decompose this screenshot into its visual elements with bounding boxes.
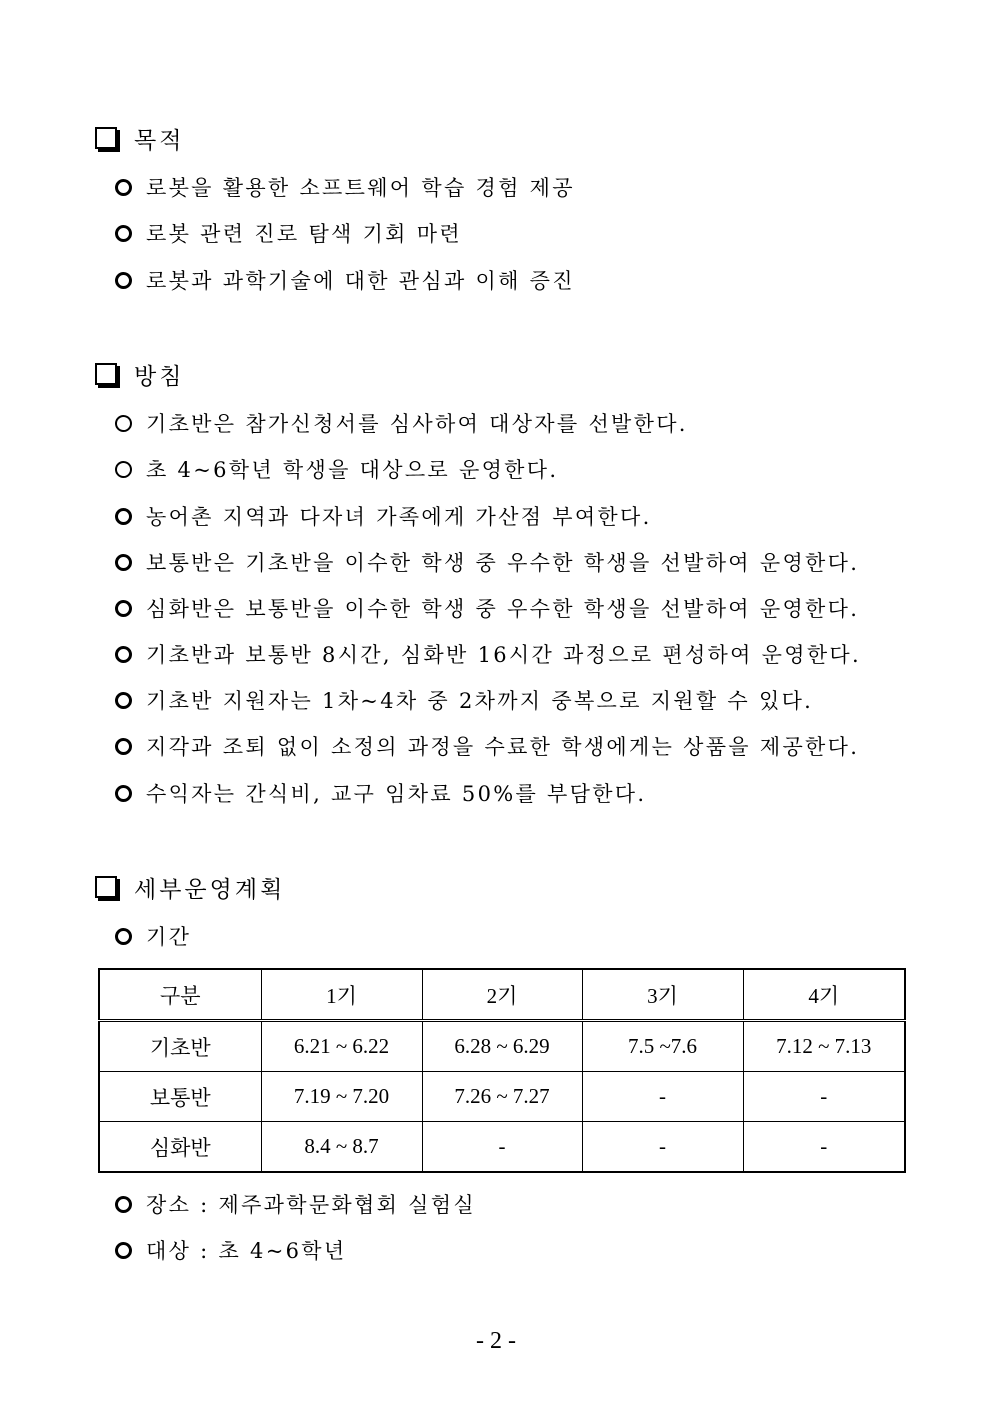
list-item — [115, 501, 652, 531]
list-item — [115, 731, 859, 761]
section-title: 방침 — [134, 363, 185, 390]
circle-bullet-icon — [115, 738, 132, 755]
checkbox-square-icon — [95, 876, 117, 898]
circle-bullet-icon — [115, 415, 132, 432]
circle-bullet-icon — [115, 225, 132, 242]
list-item — [115, 593, 859, 623]
list-item-text: 대상 : 초 4~6학년 — [146, 1239, 347, 1263]
table-cell: 기초반 — [99, 1021, 261, 1072]
circle-bullet-icon — [115, 554, 132, 571]
table-cell: 6.21 ~ 6.22 — [261, 1021, 422, 1072]
list-item-text: 지각과 조퇴 없이 소정의 과정을 수료한 학생에게는 상품을 제공한다. — [146, 735, 860, 759]
table-cell: - — [422, 1122, 582, 1173]
list-item — [115, 218, 462, 248]
circle-bullet-icon — [115, 692, 132, 709]
table-cell: - — [582, 1122, 743, 1173]
table-cell: 7.19 ~ 7.20 — [261, 1072, 422, 1122]
list-item-text: 초 4~6학년 학생을 대상으로 운영한다. — [146, 458, 559, 482]
list-item-text: 로봇 관련 진로 탐색 기회 마련 — [146, 222, 462, 246]
list-item — [115, 685, 813, 715]
list-item-text: 로봇을 활용한 소프트웨어 학습 경험 제공 — [146, 176, 575, 200]
circle-bullet-icon — [115, 508, 132, 525]
list-item — [115, 172, 575, 202]
checkbox-square-icon — [95, 363, 117, 385]
table-cell: - — [743, 1072, 905, 1122]
section-title: 세부운영계획 — [134, 876, 286, 903]
section-header-policy — [95, 358, 184, 390]
table-cell: 보통반 — [99, 1072, 261, 1122]
list-item-text: 농어촌 지역과 다자녀 가족에게 가산점 부여한다. — [146, 505, 652, 529]
circle-bullet-icon — [115, 600, 132, 617]
circle-bullet-icon — [115, 1242, 132, 1259]
circle-bullet-icon — [115, 461, 132, 478]
list-item-text: 보통반은 기초반을 이수한 학생 중 우수한 학생을 선발하여 운영한다. — [146, 551, 860, 575]
list-item-text: 기간 — [146, 925, 192, 949]
list-item-text: 로봇과 과학기술에 대한 관심과 이해 증진 — [146, 269, 575, 293]
table-header-cell: 3기 — [582, 969, 743, 1021]
table-header-cell: 1기 — [261, 969, 422, 1021]
list-item — [115, 547, 859, 577]
list-item-text: 심화반은 보통반을 이수한 학생 중 우수한 학생을 선발하여 운영한다. — [146, 597, 860, 621]
list-item-place — [115, 1189, 476, 1219]
list-item-period — [115, 921, 191, 951]
table-cell: 7.26 ~ 7.27 — [422, 1072, 582, 1122]
section-header-purpose — [95, 122, 184, 154]
table-cell: - — [582, 1072, 743, 1122]
circle-bullet-icon — [115, 646, 132, 663]
list-item-text: 장소 : 제주과학문화협회 실험실 — [146, 1193, 476, 1217]
circle-bullet-icon — [115, 785, 132, 802]
table-header-row — [99, 969, 905, 1021]
circle-bullet-icon — [115, 272, 132, 289]
list-item-text: 기초반 지원자는 1차~4차 중 2차까지 중복으로 지원할 수 있다. — [146, 689, 814, 713]
table-row — [99, 1021, 905, 1072]
table-row — [99, 1072, 905, 1122]
table-cell: 심화반 — [99, 1122, 261, 1173]
circle-bullet-icon — [115, 928, 132, 945]
table-cell: 7.5 ~7.6 — [582, 1021, 743, 1072]
list-item-target — [115, 1235, 346, 1265]
list-item — [115, 454, 558, 484]
list-item-text: 기초반과 보통반 8시간, 심화반 16시간 과정으로 편성하여 운영한다. — [146, 643, 861, 667]
table-header-cell: 4기 — [743, 969, 905, 1021]
checkbox-square-icon — [95, 127, 117, 149]
schedule-table — [98, 968, 906, 1173]
list-item — [115, 639, 861, 669]
section-header-plan — [95, 871, 285, 903]
circle-bullet-icon — [115, 1196, 132, 1213]
table-cell: - — [743, 1122, 905, 1173]
list-item — [115, 265, 575, 295]
table-header-cell: 2기 — [422, 969, 582, 1021]
list-item — [115, 408, 688, 438]
table-cell: 7.12 ~ 7.13 — [743, 1021, 905, 1072]
table-cell: 6.28 ~ 6.29 — [422, 1021, 582, 1072]
table-cell: 8.4 ~ 8.7 — [261, 1122, 422, 1173]
list-item — [115, 778, 646, 808]
circle-bullet-icon — [115, 179, 132, 196]
page-number: - 2 - — [476, 1328, 516, 1354]
list-item-text: 수익자는 간식비, 교구 임차료 50%를 부담한다. — [146, 782, 647, 806]
table-header-cell: 구분 — [99, 969, 261, 1021]
table-row — [99, 1122, 905, 1173]
list-item-text: 기초반은 참가신청서를 심사하여 대상자를 선발한다. — [146, 412, 688, 436]
section-title: 목적 — [134, 127, 185, 154]
